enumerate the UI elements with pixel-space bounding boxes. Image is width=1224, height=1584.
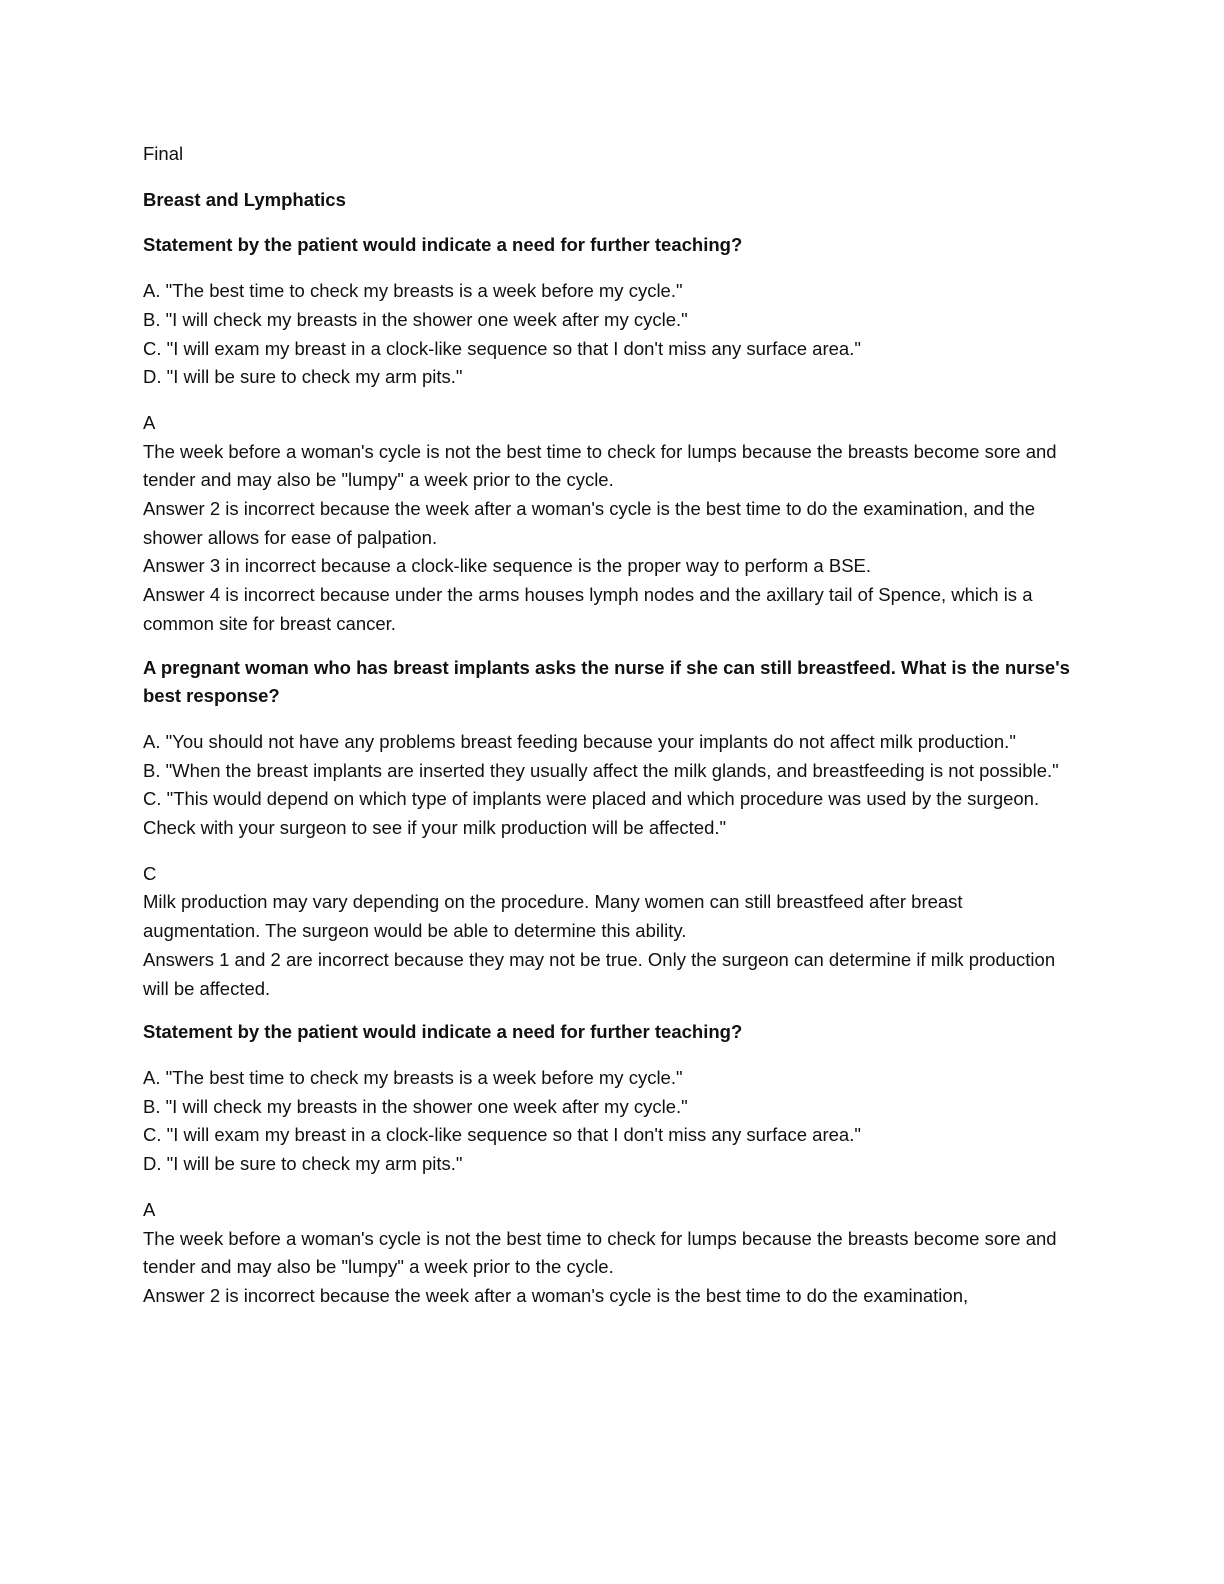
options-list xyxy=(143,728,1083,843)
document-title: Final xyxy=(143,143,184,164)
option-b: B. "I will check my breasts in the shower one week after my cycle." xyxy=(143,308,688,330)
option-a: A. "The best time to check my breasts is a week before my cycle." xyxy=(143,280,683,302)
option-c: C. "I will exam my breast in a clock-like sequence so that I don't miss any surface area." xyxy=(143,337,861,359)
document-page xyxy=(143,140,1083,1326)
explanation-line: Milk production may vary depending on the procedure. Many women can still breastfeed after breast augmentation. The surgeon would be able to determine this ability. xyxy=(143,891,963,942)
option-b: B. "I will check my breasts in the shower one week after my cycle." xyxy=(143,1095,688,1117)
question-block xyxy=(143,1018,1083,1310)
explanation-line: Answer 3 in incorrect because a clock-like sequence is the proper way to perform a BSE. xyxy=(143,555,872,577)
explanation-line: Answer 2 is incorrect because the week after a woman's cycle is the best time to do the examination, and the shower allows for ease of palpation. xyxy=(143,498,1035,548)
option-a: A. "You should not have any problems breast feeding because your implants do not affect milk production." xyxy=(143,730,1016,752)
answer-letter: A xyxy=(143,411,156,433)
option-c: C. "I will exam my breast in a clock-like sequence so that I don't miss any surface area." xyxy=(143,1124,861,1146)
explanation-line: Answer 2 is incorrect because the week after a woman's cycle is the best time to do the examination, xyxy=(143,1284,969,1306)
answer-block xyxy=(143,860,1083,1004)
option-d: D. "I will be sure to check my arm pits." xyxy=(143,1153,463,1175)
explanation-line: Answer 4 is incorrect because under the arms houses lymph nodes and the axillary tail of Spence, which is a common site for breast cancer. xyxy=(143,584,1033,634)
question-text: Statement by the patient would indicate a need for further teaching? xyxy=(143,1021,743,1043)
question-block xyxy=(143,231,1083,638)
options-list xyxy=(143,1064,1083,1179)
answer-block xyxy=(143,409,1083,639)
answer-block xyxy=(143,1196,1083,1311)
explanation-line: Answers 1 and 2 are incorrect because they may not be true. Only the surgeon can determine if milk production will be affected. xyxy=(143,948,1056,999)
explanation-line: The week before a woman's cycle is not the best time to check for lumps because the breasts become sore and tender and may also be "lumpy" a week prior to the cycle. xyxy=(143,1227,1057,1278)
option-c: C. "This would depend on which type of implants were placed and which procedure was used by the surgeon. Check with your surgeon to see if your milk production will be affected." xyxy=(143,788,1040,839)
answer-letter: A xyxy=(143,1198,156,1220)
option-a: A. "The best time to check my breasts is a week before my cycle." xyxy=(143,1066,683,1088)
option-d: D. "I will be sure to check my arm pits." xyxy=(143,366,463,388)
section-heading: Breast and Lymphatics xyxy=(143,188,346,210)
explanation-line: The week before a woman's cycle is not the best time to check for lumps because the breasts become sore and tender and may also be "lumpy" a week prior to the cycle. xyxy=(143,440,1057,491)
options-list xyxy=(143,277,1083,392)
answer-letter: C xyxy=(143,862,157,884)
option-b: B. "When the breast implants are inserted they usually affect the milk glands, and breastfeeding is not possible." xyxy=(143,759,1059,781)
question-block xyxy=(143,654,1083,1004)
question-text: Statement by the patient would indicate a need for further teaching? xyxy=(143,234,743,256)
question-text: A pregnant woman who has breast implants asks the nurse if she can still breastfeed. What is the nurse's best response? xyxy=(143,656,1070,707)
